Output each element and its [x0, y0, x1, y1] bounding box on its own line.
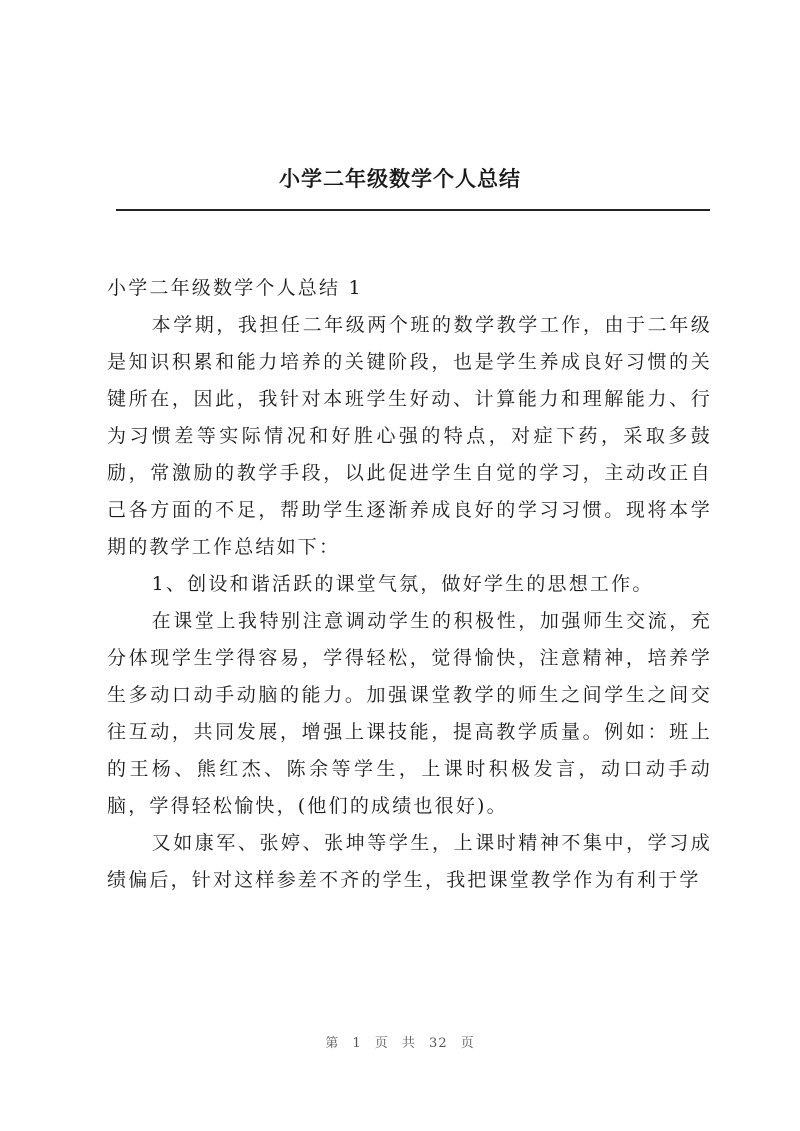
- body-paragraph-4: 又如康军、张婷、张坤等学生，上课时精神不集中，学习成绩偏后，针对这样参差不齐的学生，我把课堂教学作为有利于学: [107, 832, 712, 891]
- page-number-footer: 第 1 页 共 32 页: [325, 1036, 475, 1051]
- body-paragraph-2: 1、创设和谐活跃的课堂气氛，做好学生的思想工作。: [151, 573, 654, 595]
- document-title: 小学二年级数学个人总结: [279, 166, 521, 191]
- document-body: [107, 270, 712, 899]
- section-heading: 小学二年级数学个人总结 1: [107, 277, 363, 299]
- title-divider: [116, 209, 710, 211]
- body-paragraph-1: 本学期，我担任二年级两个班的数学教学工作，由于二年级是知识积累和能力培养的关键阶段，也是学生养成良好习惯的关键所在，因此，我针对本班学生好动、计算能力和理解能力、行为习惯差等实际情况和好胜心强的特点，对症下药，采取多鼓励，常激励的教学手段，以此促进学生自觉的学习，主动改正自己各方面的不足，帮助学生逐渐养成良好的学习习惯。现将本学期的教学工作总结如下：: [107, 314, 712, 558]
- body-paragraph-3: 在课堂上我特别注意调动学生的积极性，加强师生交流，充分体现学生学得容易，学得轻松，觉得愉快，注意精神，培养学生多动口动手动脑的能力。加强课堂教学的师生之间学生之间交往互动，共同发展，增强上课技能，提高教学质量。例如：班上的王杨、熊红杰、陈余等学生，上课时积极发言，动口动手动脑，学得轻松愉快，(他们的成绩也很好)。: [107, 610, 712, 817]
